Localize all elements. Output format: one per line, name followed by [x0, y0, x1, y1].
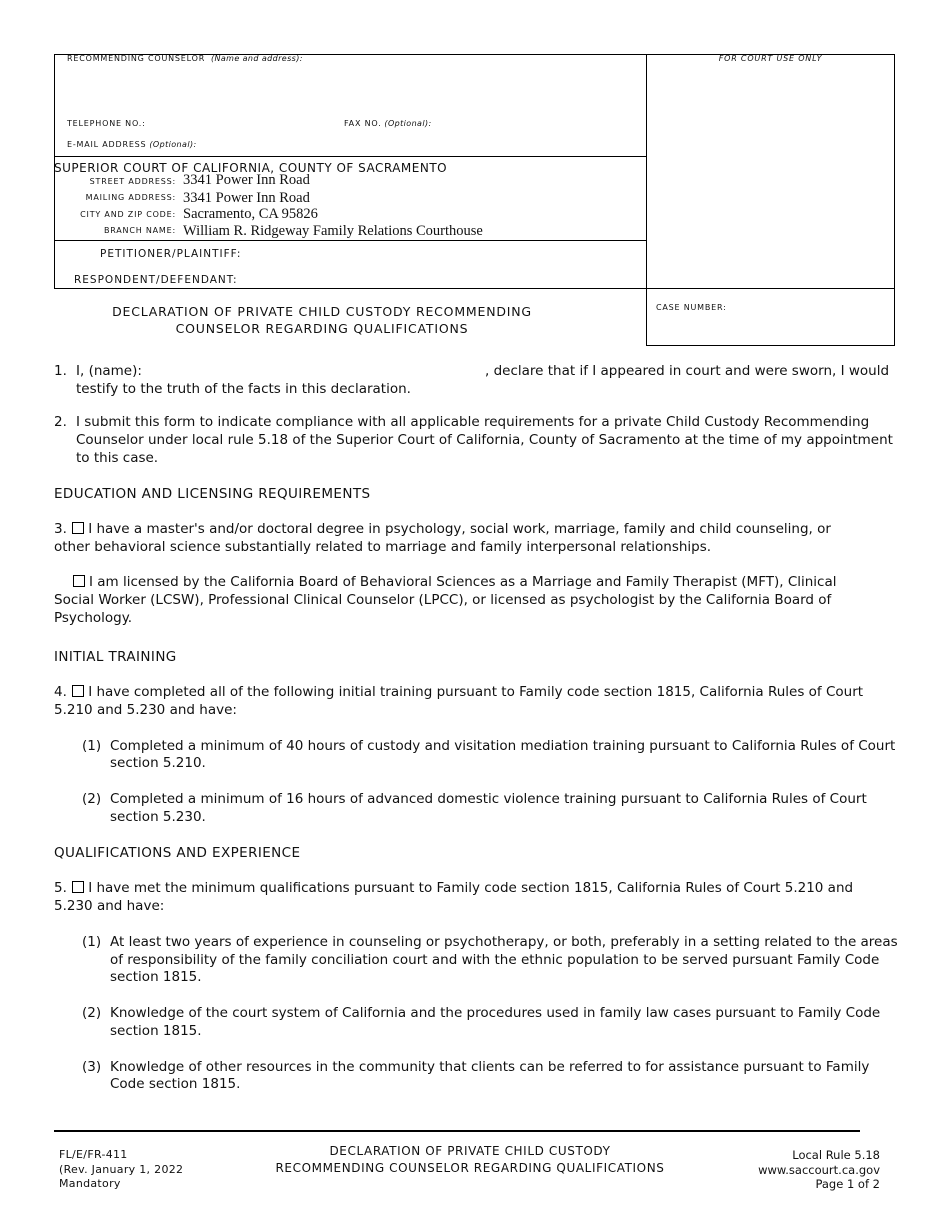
footer-left — [59, 1148, 183, 1192]
street-label: STREET ADDRESS: — [89, 177, 176, 186]
item5-qualifications-checkbox[interactable] — [72, 881, 84, 893]
email-label — [67, 140, 197, 149]
item5-sub3-line1: Knowledge of other resources in the community that clients can be referred to for assistance pursuant to Family — [110, 1059, 870, 1075]
item5-sub3-line2: Code section 1815. — [110, 1076, 241, 1092]
form-title-line2: COUNSELOR REGARDING QUALIFICATIONS — [175, 321, 469, 336]
city-value: Sacramento, CA 95826 — [183, 206, 318, 222]
footer-website-link[interactable]: www.saccourt.ca.gov — [758, 1162, 880, 1177]
item1-name-label: I, (name): — [76, 363, 142, 379]
fax-hint: (Optional): — [384, 119, 432, 128]
footer-form-number: FL/E/FR-411 — [59, 1148, 128, 1161]
name-address-hint: (Name and address): — [210, 54, 303, 63]
item3-a-line1: I have a master's and/or doctoral degree in psychology, social work, marriage, family and child counseling, or — [88, 521, 831, 537]
item4-sub1-number: (1) — [82, 738, 102, 754]
footer-revision: (Rev. January 1, 2022 — [59, 1162, 184, 1176]
footer-mandatory: Mandatory — [59, 1177, 121, 1190]
court-name: SUPERIOR COURT OF CALIFORNIA, COUNTY OF SACRAMENTO — [54, 161, 448, 175]
branch-value: William R. Ridgeway Family Relations Courthouse — [183, 223, 483, 239]
item5-sub1-line2: of responsibility of the family conciliation court and with the ethnic population to be served pursuant Family Code — [110, 952, 880, 968]
for-court-use-only-text: FOR COURT USE ONLY — [718, 54, 823, 63]
item2-number: 2. — [54, 414, 67, 430]
fax-label — [344, 119, 432, 128]
footer-title-line2: RECOMMENDING COUNSELOR REGARDING QUALIFICATIONS — [275, 1161, 665, 1175]
footer-right — [758, 1148, 880, 1192]
item4-sub1-line2: section 5.210. — [110, 755, 206, 771]
recommending-counselor-label — [67, 54, 303, 63]
mailing-label: MAILING ADDRESS: — [85, 193, 176, 202]
item4-training-checkbox[interactable] — [72, 685, 84, 697]
section-qualifications-heading: QUALIFICATIONS AND EXPERIENCE — [54, 845, 301, 861]
respondent-label: RESPONDENT/DEFENDANT: — [74, 274, 238, 286]
city-label: CITY AND ZIP CODE: — [80, 210, 176, 219]
item5-line2: 5.230 and have: — [54, 898, 165, 914]
footer-page-number: Page 1 of 2 — [815, 1177, 880, 1191]
item5-sub1-line3: section 1815. — [110, 969, 202, 985]
item5-line1: I have met the minimum qualifications pursuant to Family code section 1815, California Rules of Court 5.210 and — [88, 880, 854, 896]
item4-main — [54, 683, 863, 701]
item5-sub1-line1: At least two years of experience in counseling or psychotherapy, or both, preferably in a setting related to the areas — [110, 934, 898, 950]
item4-line1: I have completed all of the following initial training pursuant to Family code section 1815, California Rules of Court — [88, 684, 864, 700]
item2-line1: I submit this form to indicate compliance with all applicable requirements for a private Child Custody Recommending — [76, 414, 870, 430]
item3-number: 3. — [54, 521, 67, 537]
item5-sub2-line1: Knowledge of the court system of California and the procedures used in family law cases pursuant to Family Code — [110, 1005, 881, 1021]
item1-number: 1. — [54, 363, 67, 379]
form-title-line1: DECLARATION OF PRIVATE CHILD CUSTODY RECOMMENDING — [112, 304, 532, 319]
footer-title-line1: DECLARATION OF PRIVATE CHILD CUSTODY — [329, 1144, 611, 1158]
item3-a — [54, 520, 831, 538]
item5-sub2-line2: section 1815. — [110, 1023, 202, 1039]
telephone-label: TELEPHONE NO.: — [67, 119, 146, 128]
mailing-value: 3341 Power Inn Road — [183, 190, 310, 206]
item3-a-line2: other behavioral science substantially related to marriage and family interpersonal relationships. — [54, 539, 712, 555]
item3-b — [72, 573, 837, 591]
case-number-label: CASE NUMBER: — [656, 303, 727, 312]
branch-label: BRANCH NAME: — [103, 226, 176, 235]
item5-sub3-number: (3) — [82, 1059, 102, 1075]
item2-line2: Counselor under local rule 5.18 of the Superior Court of California, County of Sacramento at the time of my appointment — [76, 432, 893, 448]
item3-b-line1: I am licensed by the California Board of Behavioral Sciences as a Marriage and Family Therapist (MFT), Clinical — [89, 574, 837, 590]
fax-label-text: FAX NO. — [344, 119, 382, 128]
street-value: 3341 Power Inn Road — [183, 172, 310, 188]
item3-degree-checkbox[interactable] — [72, 522, 84, 534]
footer-rule — [54, 1130, 860, 1132]
item3-license-checkbox[interactable] — [73, 575, 85, 587]
item4-number: 4. — [54, 684, 67, 700]
item3-b-line3: Psychology. — [54, 610, 133, 626]
footer-local-rule: Local Rule 5.18 — [792, 1148, 880, 1162]
email-hint: (Optional): — [149, 140, 197, 149]
section-education-heading: EDUCATION AND LICENSING REQUIREMENTS — [54, 486, 371, 502]
item1-declare-text: , declare that if I appeared in court and were sworn, I would — [485, 363, 890, 379]
email-label-text: E-MAIL ADDRESS — [67, 140, 147, 149]
for-court-use-only — [646, 54, 895, 63]
recommending-counselor-text: RECOMMENDING COUNSELOR — [67, 54, 206, 63]
item5-main — [54, 879, 853, 897]
item1-line2: testify to the truth of the facts in this declaration. — [76, 381, 411, 397]
item4-line2: 5.210 and 5.230 and have: — [54, 702, 237, 718]
item5-sub2-number: (2) — [82, 1005, 102, 1021]
section-training-heading: INITIAL TRAINING — [54, 649, 177, 665]
petitioner-label: PETITIONER/PLAINTIFF: — [100, 248, 242, 260]
form-title — [54, 303, 590, 337]
item5-sub1-number: (1) — [82, 934, 102, 950]
item5-number: 5. — [54, 880, 67, 896]
item3-b-line2: Social Worker (LCSW), Professional Clinical Counselor (LPCC), or licensed as psychologist by the California Board of — [54, 592, 832, 608]
item2-line3: to this case. — [76, 450, 159, 466]
item4-sub2-number: (2) — [82, 791, 102, 807]
item4-sub2-line2: section 5.230. — [110, 809, 206, 825]
item4-sub1-line1: Completed a minimum of 40 hours of custody and visitation mediation training pursuant to California Rules of Court — [110, 738, 896, 754]
item4-sub2-line1: Completed a minimum of 16 hours of advanced domestic violence training pursuant to California Rules of Court — [110, 791, 867, 807]
footer-title — [240, 1143, 700, 1177]
